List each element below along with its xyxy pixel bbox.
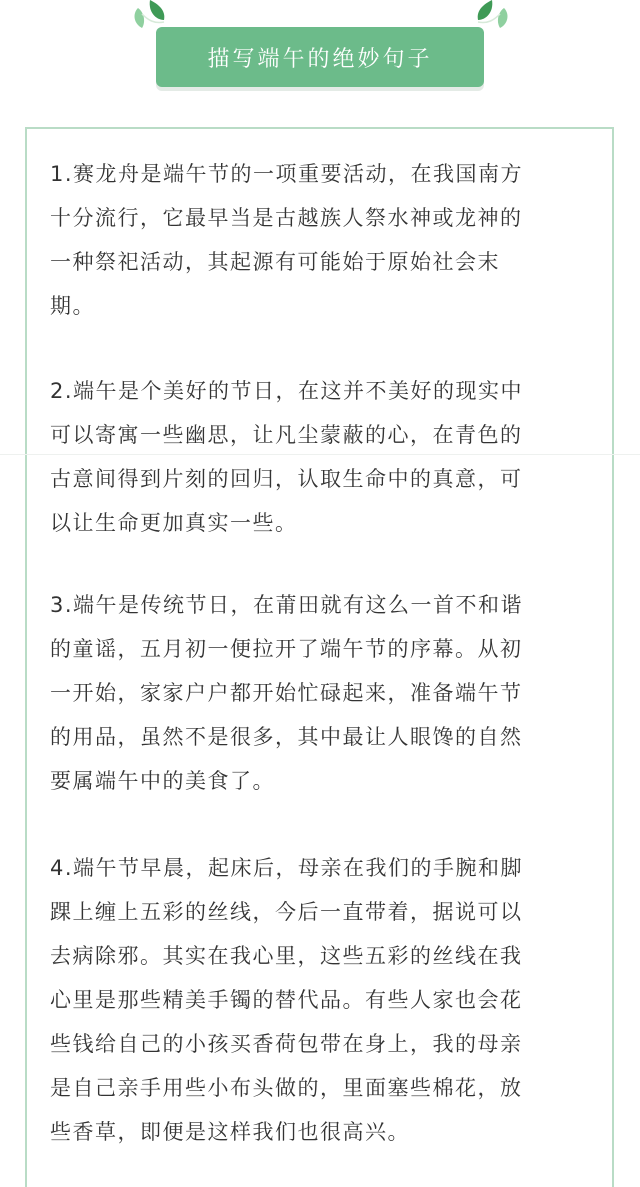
- paragraph-2: 2.端午是个美好的节日，在这并不美好的现实中 可以寄寓一些幽思，让凡尘蒙蔽的心，在青色的 古意间得到片刻的回归，认取生命中的真意，可 以让生命更加真实一些。: [50, 379, 524, 535]
- page-title: 描写端午的绝妙句子: [207, 46, 433, 72]
- paragraph-1: 1.赛龙舟是端午节的一项重要活动，在我国南方 十分流行，它最早当是古越族人祭水神或龙神的 一种祭祀活动，其起源有可能始于原始社会末 期。: [50, 162, 524, 318]
- paragraph-3: 3.端午是传统节日，在莆田就有这么一首不和谐 的童谣，五月初一便拉开了端午节的序幕。从初 一开始，家家户户都开始忙碌起来，准备端午节 的用品，虽然不是很多，其中最让人眼馋的自然 要属端午中的美食了。: [50, 593, 524, 793]
- paragraph-4: 4.端午节早晨，起床后，母亲在我们的手腕和脚 踝上缠上五彩的丝线，今后一直带着，据说可以 去病除邪。其实在我心里，这些五彩的丝线在我 心里是那些精美手镯的替代品。有些人家也会花 些钱给自己的小孩买香荷包带在身上，我的母亲 是自己亲手用些小布头做的，里面塞些棉花，放 些香草，即便是这样我们也很高兴。: [50, 856, 524, 1144]
- header: [0, 0, 640, 100]
- title-banner: [156, 27, 484, 87]
